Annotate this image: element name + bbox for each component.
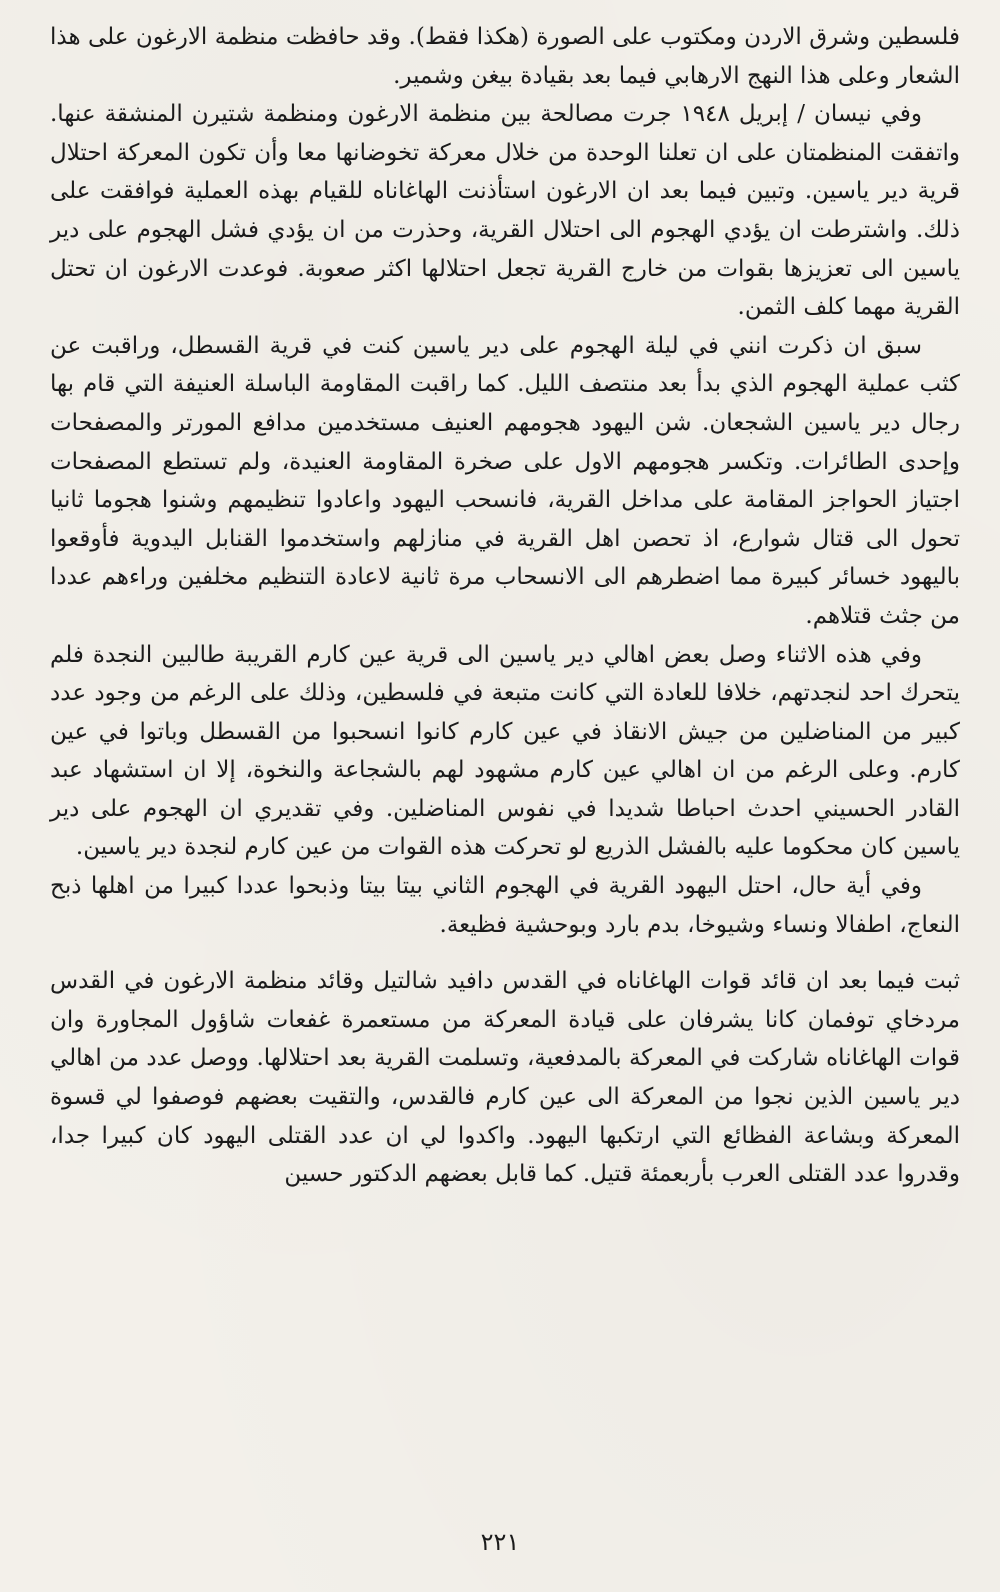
paragraph-4: وفي هذه الاثناء وصل بعض اهالي دير ياسين الى قرية عين كارم القريبة طالبين النجدة فلم يتحرك احد لنجدتهم، خلافا للعادة التي كانت متبعة في فلسطين، وذلك على الرغم من وجود عدد كبير من المناضلين من جيش الانقاذ في عين كارم كانوا انسحبوا من القسطل وباتوا في عين كارم. وعلى الرغم من ان اهالي عين كارم مشهود لهم بالشجاعة والنخوة، إلا ان استشهاد عبد القادر الحسيني احدث احباطا شديدا في نفوس المناضلين. وفي تقديري ان الهجوم على دير ياسين كان محكوما عليه بالفشل الذريع لو تحركت هذه القوات من عين كارم لنجدة دير ياسين. xyxy=(50,641,960,861)
paragraph-6: ثبت فيما بعد ان قائد قوات الهاغاناه في القدس دافيد شالتيل وقائد منظمة الارغون في القدس مردخاي توفمان كانا يشرفان على قيادة المعركة من مستعمرة غفعات شاؤول المجاورة وان قوات الهاغاناه شاركت في المعركة بالمدفعية، وتسلمت القرية بعد احتلالها. ووصل عدد من اهالي دير ياسين الذين نجوا من المعركة الى عين كارم فالقدس، والتقيت بعضهم فوصفوا لي قسوة المعركة وبشاعة الفظائع التي ارتكبها اليهود. واكدوا لي ان عدد القتلى اليهود كان كبيرا جدا، وقدروا عدد القتلى العرب بأربعمئة قتيل. كما قابل بعضهم الدكتور حسين xyxy=(50,968,960,1188)
body-text xyxy=(50,18,960,1194)
paragraph-3: سبق ان ذكرت انني في ليلة الهجوم على دير ياسين كنت في قرية القسطل، وراقبت عن كثب عملية الهجوم الذي بدأ بعد منتصف الليل. كما راقبت المقاومة الباسلة العنيفة التي قام بها رجال دير ياسين الشجعان. شن اليهود هجومهم العنيف مستخدمين مدافع المورتر والمصفحات وإحدى الطائرات. وتكسر هجومهم الاول على صخرة المقاومة العنيدة، ولم تستطع المصفحات اجتياز الحواجز المقامة على مداخل القرية، فانسحب اليهود واعادوا تنظيمهم وشنوا هجوما ثانيا تحول الى قتال شوارع، اذ تحصن اهل القرية في منازلهم واستخدموا القنابل اليدوية فأوقعوا باليهود خسائر كبيرة مما اضطرهم الى الانسحاب مرة ثانية لاعادة التنظيم مخلفين وراءهم عددا من جثث قتلاهم. xyxy=(50,332,960,629)
paragraph-2: وفي نيسان / إبريل ١٩٤٨ جرت مصالحة بين منظمة الارغون ومنظمة شتيرن المنشقة عنها. واتفقت المنظمتان على ان تعلنا الوحدة من خلال معركة تخوضانها معا وأن تكون المعركة احتلال قرية دير ياسين. وتبين فيما بعد ان الارغون استأذنت الهاغاناه للقيام بهذه العملية فوافقت على ذلك. واشترطت ان يؤدي الهجوم الى احتلال القرية، وحذرت من ان يؤدي فشل الهجوم على دير ياسين الى تعزيزها بقوات من خارج القرية تجعل احتلالها اكثر صعوبة. فوعدت الارغون ان تحتل القرية مهما كلف الثمن. xyxy=(50,101,960,321)
paragraph-5: وفي أية حال، احتل اليهود القرية في الهجوم الثاني بيتا بيتا وذبحوا عددا كبيرا من اهلها ذبح النعاج، اطفالا ونساء وشيوخا، بدم بارد وبوحشية فظيعة. xyxy=(50,873,960,938)
paragraph-1: فلسطين وشرق الاردن ومكتوب على الصورة (هكذا فقط). وقد حافظت منظمة الارغون على هذا الشعار وعلى هذا النهج الارهابي فيما بعد بقيادة بيغن وشمير. xyxy=(50,24,960,89)
page-number: ٢٢١ xyxy=(480,1528,520,1556)
